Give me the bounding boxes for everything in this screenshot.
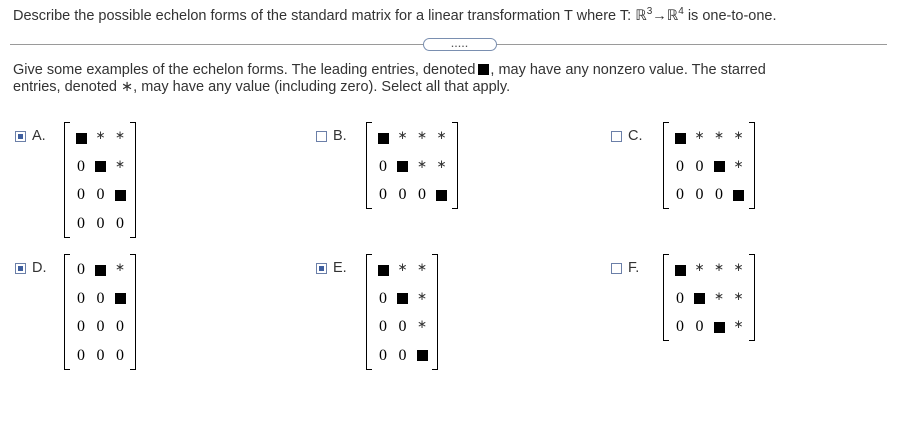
zero-entry: 0 [77,157,85,175]
star-entry: ∗ [733,288,744,303]
option-e-label[interactable]: E. [333,260,347,276]
leading-entry-icon [412,346,432,366]
option-c-label[interactable]: C. [628,128,643,144]
option-e-checkbox[interactable] [316,263,327,274]
question-suffix: is one-to-one. [683,8,777,24]
star-entry: ∗ [416,288,428,303]
left-bracket [366,254,372,370]
zero-entry: 0 [418,186,426,203]
zero-entry: 0 [77,346,85,364]
zero-entry: 0 [676,289,684,307]
option-b-checkbox[interactable] [316,131,327,142]
zero-entry: 0 [96,346,105,364]
leading-entry-symbol-icon [478,64,489,75]
leading-entry-icon [690,289,710,309]
leading-entry-icon [110,289,130,309]
instructions [13,62,766,96]
option-c-matrix [663,122,755,209]
codomain-space: ℝ [666,8,679,24]
leading-entry-icon [373,260,393,280]
star-entry: ∗ [397,128,408,142]
leading-entry-icon [71,128,91,148]
zero-entry: 0 [379,157,387,175]
left-bracket [366,122,372,209]
zero-entry: 0 [695,157,704,175]
star-entry: ∗ [114,260,126,274]
option-e-matrix [366,254,438,370]
leading-entry-icon [393,157,413,177]
codomain-exponent: 4 [678,6,684,17]
option-c-checkbox[interactable] [611,131,622,142]
left-bracket [64,254,70,370]
star-entry: ∗ [416,128,428,142]
leading-entry-icon [91,157,111,177]
option-b-label[interactable]: B. [333,128,347,144]
question-prefix: Describe the possible echelon forms of the standard matrix for a linear transformation T where T: [13,8,636,24]
right-bracket [130,254,136,370]
zero-entry: 0 [379,186,387,203]
leading-entry-icon [709,157,729,177]
right-bracket [432,254,438,370]
zero-entry: 0 [77,289,85,307]
zero-entry: 0 [96,186,105,203]
question-text [13,8,777,24]
zero-entry: 0 [77,261,85,278]
leading-entry-icon [393,289,413,309]
option-f-label[interactable]: F. [628,260,640,276]
star-entry: ∗ [694,260,705,274]
star-entry: ∗ [436,128,447,142]
zero-entry: 0 [77,186,85,203]
zero-entry: 0 [398,346,407,364]
option-d-label[interactable]: D. [32,260,47,276]
instructions-line2: entries, denoted ∗, may have any value (including zero). Select all that apply. [13,79,511,95]
left-bracket [663,122,669,209]
option-f-matrix [663,254,755,341]
zero-entry: 0 [676,186,684,203]
leading-entry-icon [110,185,130,205]
leading-entry-icon [709,317,729,337]
zero-entry: 0 [77,214,85,232]
zero-entry: 0 [116,318,124,335]
star-entry: ∗ [436,156,447,171]
right-bracket [749,254,755,341]
zero-entry: 0 [695,186,704,203]
option-d-matrix [64,254,136,370]
domain-space: ℝ [635,8,647,24]
zero-entry: 0 [398,318,407,335]
right-bracket [749,122,755,209]
right-bracket [452,122,458,209]
zero-entry: 0 [379,346,387,364]
zero-entry: 0 [379,289,387,307]
leading-entry-icon [432,185,452,205]
star-entry: ∗ [95,128,106,142]
option-a-matrix [64,122,136,238]
arrow: → [652,8,667,24]
zero-entry: 0 [695,318,704,335]
zero-entry: 0 [715,186,723,203]
zero-entry: 0 [96,289,105,307]
star-entry: ∗ [733,317,744,331]
star-entry: ∗ [397,260,408,274]
star-entry: ∗ [713,260,725,274]
zero-entry: 0 [116,214,124,232]
star-entry: ∗ [713,128,725,142]
domain-exponent: 3 [646,6,653,17]
option-f-checkbox[interactable] [611,263,622,274]
star-entry: ∗ [416,317,428,331]
zero-entry: 0 [96,318,105,335]
leading-entry-icon [670,260,690,280]
left-bracket [663,254,669,341]
star-entry: ∗ [733,156,744,171]
option-a-checkbox[interactable] [15,131,26,142]
star-entry: ∗ [733,260,744,274]
star-entry: ∗ [733,128,744,142]
star-entry: ∗ [694,128,705,142]
zero-entry: 0 [676,157,684,175]
leading-entry-icon [670,128,690,148]
zero-entry: 0 [77,318,85,335]
left-bracket [64,122,70,238]
zero-entry: 0 [116,346,124,364]
zero-entry: 0 [676,318,684,335]
zero-entry: 0 [398,186,407,203]
star-entry: ∗ [416,156,428,171]
instructions-part2: , may have any nonzero value. The starred [490,62,766,78]
star-entry: ∗ [713,288,725,303]
option-a-label[interactable]: A. [32,128,46,144]
option-b-matrix [366,122,458,209]
star-entry: ∗ [114,156,126,171]
instructions-part1: Give some examples of the echelon forms. The leading entries, denoted [13,62,476,78]
zero-entry: 0 [96,214,105,232]
right-bracket [130,122,136,238]
leading-entry-icon [91,260,111,280]
option-d-checkbox[interactable] [15,263,26,274]
leading-entry-icon [729,185,749,205]
show-more-button[interactable]: ..... [423,38,497,51]
leading-entry-icon [373,128,393,148]
star-entry: ∗ [416,260,428,274]
zero-entry: 0 [379,318,387,335]
star-entry: ∗ [114,128,126,142]
